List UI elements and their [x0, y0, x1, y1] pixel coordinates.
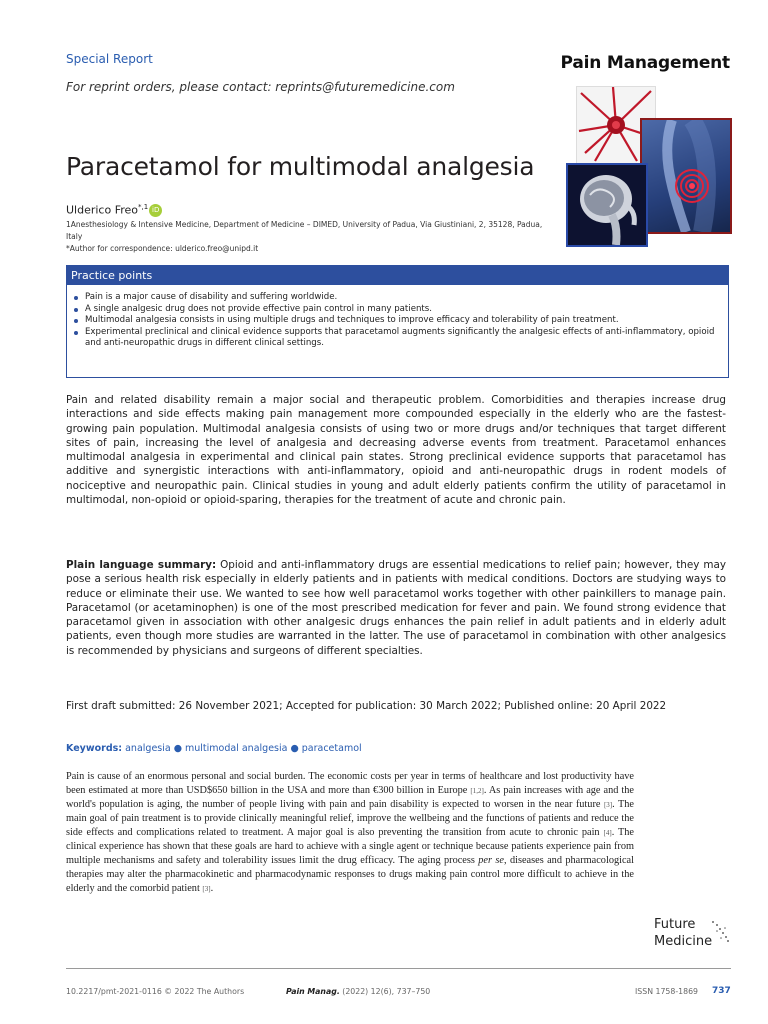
body-text: . As pain increases with age and the world's population is aging, the number of people living with pain and pain disability is expected to worsen in the near future: [66, 785, 634, 810]
keyword-link[interactable]: multimodal analgesia: [185, 743, 288, 754]
orcid-icon[interactable]: iD: [149, 204, 162, 217]
affiliation-block: [66, 219, 546, 255]
page-number: 737: [712, 986, 731, 996]
reference-link[interactable]: [1,2]: [470, 787, 484, 795]
footer-divider: [66, 968, 731, 969]
author-line: [66, 203, 162, 217]
spine-illustration-icon: [642, 120, 730, 232]
plain-language-summary: [66, 558, 726, 658]
body-text: .: [210, 883, 214, 894]
reprint-note: For reprint orders, please contact: reprints@futuremedicine.com: [66, 80, 455, 94]
journal-name: Pain Management: [560, 53, 730, 73]
bullet-icon: ●: [290, 743, 299, 754]
body-text: per se: [478, 855, 504, 866]
reference-link[interactable]: [3]: [202, 885, 211, 893]
list-item: Multimodal analgesia consists in using multiple drugs and techniques to improve efficacy and tolerability of pain treatment.: [73, 315, 724, 327]
body-text: . The clinical experience has shown that these goals are hard to achieve with a single agent or technique because patients experience pain from multiple mechanisms and safety and tolerability issues limit the drug efficacy. The aging process: [66, 827, 634, 866]
plain-language-text: Opioid and anti-inflammatory drugs are essential medications to relief pain; however, they may pose a serious health risk especially in elderly patients and in patients with medical conditions. Doctors are studying ways to reduce or eliminate their use. We wanted to see how well paracetamol works together with other painkillers to manage pain. Paracetamol (or acetaminophen) is one of the most prescribed medication for fever and pain. We found strong evidence that paracetamol given in association with other analgesic drugs enhances the pain relief in adult patients and in elderly adult patients, even though more studies are warranted in the latter. The use of paracetamol in combination with other analgesics is recommended by physicians and surgeons of different specialties.: [66, 559, 726, 657]
reference-link[interactable]: [4]: [603, 829, 612, 837]
affiliation: 1Anesthesiology & Intensive Medicine, Department of Medicine – DIMED, University of Padua, Via Giustiniani, 2, 35128, Padua, Italy: [66, 220, 543, 241]
brain-scan-icon: [568, 165, 646, 245]
author-marks: *,1: [138, 203, 149, 211]
submission-dates: First draft submitted: 26 November 2021; Accepted for publication: 30 March 2022; Published online: 20 April 2022: [66, 700, 667, 712]
list-item: Experimental preclinical and clinical evidence supports that paracetamol augments significantly the analgesic effects of anti-inflammatory, opioid and anti-neuropathic drugs in different clinical settings.: [73, 327, 724, 350]
practice-points-box: [66, 265, 729, 378]
body-paragraph: [66, 770, 634, 896]
practice-points-list: [67, 285, 728, 350]
reference-link[interactable]: [3]: [603, 801, 613, 809]
footer-doi: 10.2217/pmt-2021-0116 © 2022 The Authors: [66, 987, 245, 996]
cover-image-brain-scan: [566, 163, 648, 247]
footer-issn: ISSN 1758-1869: [635, 987, 699, 996]
body-text: . The main goal of pain treatment is to provide clinically meaningful relief, improve the wellbeing and the functions of patients and reduce the side effects and complications related to treatment. A major goal is also preventing the transition from acute to chronic pain: [66, 799, 634, 838]
keyword-link[interactable]: paracetamol: [301, 743, 362, 754]
keywords: [66, 743, 362, 754]
plain-language-label: Plain language summary:: [66, 559, 217, 571]
footer-citation: [286, 987, 430, 996]
report-type: Special Report: [66, 52, 153, 66]
article-title: Paracetamol for multimodal analgesia: [66, 152, 535, 181]
list-item: A single analgesic drug does not provide effective pain control in many patients.: [73, 304, 724, 316]
correspondence: *Author for correspondence: ulderico.freo@unipd.it: [66, 244, 259, 253]
body-text: Pain is cause of an enormous personal and social burden. The economic costs per year in terms of healthcare and lost productivity have been estimated at more than USD$650 billion in the USA and more than €300 billion in Europe: [66, 771, 634, 796]
footer-volume: (2022) 12(6), 737–750: [342, 987, 431, 996]
list-item: Pain is a major cause of disability and suffering worldwide.: [73, 292, 724, 304]
publisher-logo: [654, 916, 734, 950]
keyword-link[interactable]: analgesia: [125, 743, 171, 754]
body-text: , diseases and pharmacological therapies may alter the pharmacokinetic and pharmacodynamic responses to drugs making pain control more difficult to achieve in the elderly and the comorbid patient: [66, 855, 634, 894]
keywords-label: Keywords:: [66, 743, 123, 754]
logo-line-2: Medicine: [654, 934, 713, 949]
logo-line-1: Future: [654, 917, 696, 932]
logo-dots-icon: [709, 918, 733, 948]
practice-points-heading: Practice points: [67, 266, 728, 285]
author-name: Ulderico Freo: [66, 203, 139, 217]
bullet-icon: ●: [173, 743, 182, 754]
cover-image-spine: [640, 118, 732, 234]
abstract: Pain and related disability remain a major social and therapeutic problem. Comorbidities and therapies increase drug interactions and side effects making pain management more compounded especially in the elderly who are the fastest-growing pain population. Multimodal analgesia consists of using two or more drugs and/or techniques that target different sites of pain, increasing the level of analgesia and decreasing adverse events from treatment. Paracetamol enhances multimodal analgesia in experimental and clinical pain states. Strong preclinical evidence supports that paracetamol has additive and synergistic interactions with anti-inflammatory, opioid and anti-neuropathic drugs in rodent models of nociceptive and neuropathic pain. Clinical studies in young and adult elderly patients confirm the utility of paracetamol in multimodal, non-opioid or opioid-sparing, therapies for the treatment of acute and chronic pain.: [66, 394, 726, 507]
footer-journal-abbrev: Pain Manag.: [286, 987, 340, 996]
